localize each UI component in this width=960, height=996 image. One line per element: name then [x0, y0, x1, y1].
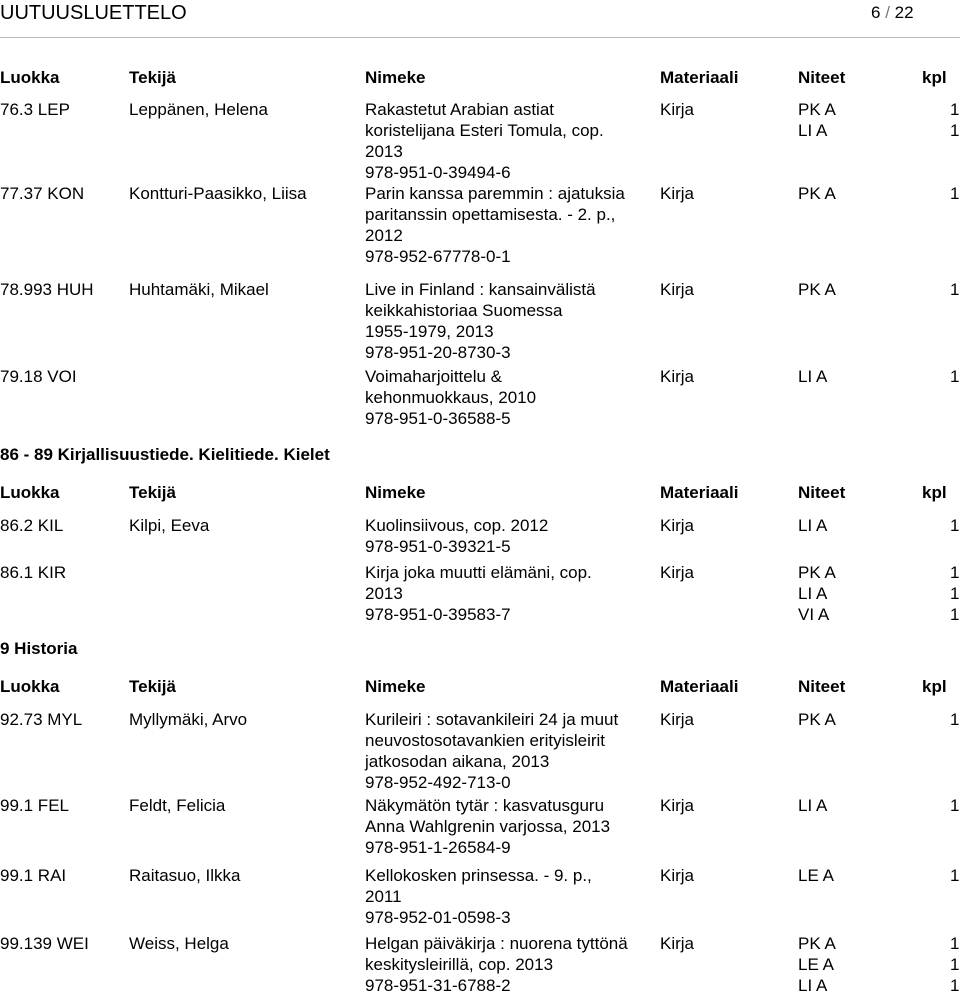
- row-nimeke-line: Helgan päiväkirja : nuorena tyttönä: [365, 934, 628, 953]
- row-nimeke-line: 978-951-0-36588-5: [365, 409, 511, 428]
- row-nimeke-line: Kellokosken prinsessa. - 9. p.,: [365, 866, 592, 885]
- row-kpl: 1: [950, 584, 960, 603]
- row-nimeke-line: 2013: [365, 584, 403, 603]
- row-nimeke-line: Rakastetut Arabian astiat: [365, 100, 555, 119]
- row-nimeke-line: 978-952-67778-0-1: [365, 247, 511, 266]
- row-nimeke-line: Kurileiri : sotavankileiri 24 ja muut: [365, 710, 619, 729]
- row-nimeke-line: kehonmuokkaus, 2010: [365, 388, 537, 407]
- row-materiaali: Kirja: [660, 280, 695, 299]
- row-materiaali: Kirja: [660, 100, 695, 119]
- header-kpl: kpl: [922, 68, 947, 87]
- row-niteet: PK A: [798, 184, 836, 203]
- row-niteet: LE A: [798, 866, 834, 885]
- row-nimeke-line: 978-951-31-6788-2: [365, 976, 511, 995]
- row-niteet: PK A: [798, 710, 836, 729]
- row-luokka: 99.139 WEI: [0, 934, 89, 953]
- row-nimeke-line: 978-951-20-8730-3: [365, 343, 511, 362]
- row-kpl: 1: [950, 710, 960, 729]
- row-kpl: 1: [950, 976, 960, 995]
- header-kpl: kpl: [922, 483, 947, 502]
- catalog-title: UUTUUSLUETTELO: [0, 2, 187, 24]
- page-current: 6: [871, 3, 881, 22]
- row-nimeke-line: keskitysleirillä, cop. 2013: [365, 955, 554, 974]
- header-nimeke: Nimeke: [365, 483, 426, 502]
- row-nimeke-line: 1955-1979, 2013: [365, 322, 494, 341]
- row-luokka: 92.73 MYL: [0, 710, 83, 729]
- row-niteet: PK A: [798, 100, 836, 119]
- section-heading: 86 - 89 Kirjallisuustiede. Kielitiede. Kielet: [0, 445, 330, 464]
- row-nimeke-line: Parin kanssa paremmin : ajatuksia: [365, 184, 625, 203]
- row-niteet: LI A: [798, 796, 828, 815]
- header-materiaali: Materiaali: [660, 677, 739, 696]
- header-niteet: Niteet: [798, 677, 846, 696]
- header-tekija: Tekijä: [129, 677, 176, 696]
- row-luokka: 86.2 KIL: [0, 516, 64, 535]
- row-niteet: LE A: [798, 955, 834, 974]
- row-tekija: Raitasuo, Ilkka: [129, 866, 241, 885]
- row-materiaali: Kirja: [660, 516, 695, 535]
- row-luokka: 99.1 RAI: [0, 866, 67, 885]
- row-kpl: 1: [950, 955, 960, 974]
- row-luokka: 78.993 HUH: [0, 280, 94, 299]
- row-kpl: 1: [950, 367, 960, 386]
- row-niteet: LI A: [798, 516, 828, 535]
- header-niteet: Niteet: [798, 483, 846, 502]
- row-nimeke-line: paritanssin opettamisesta. - 2. p.,: [365, 205, 616, 224]
- row-niteet: LI A: [798, 584, 828, 603]
- row-tekija: Kontturi-Paasikko, Liisa: [129, 184, 307, 203]
- row-kpl: 1: [950, 796, 960, 815]
- row-niteet: LI A: [798, 976, 828, 995]
- header-tekija: Tekijä: [129, 68, 176, 87]
- row-kpl: 1: [950, 605, 960, 624]
- row-materiaali: Kirja: [660, 710, 695, 729]
- row-kpl: 1: [950, 866, 960, 885]
- row-nimeke-line: Anna Wahlgrenin varjossa, 2013: [365, 817, 611, 836]
- row-nimeke-line: Kuolinsiivous, cop. 2012: [365, 516, 549, 535]
- page-total: 22: [894, 3, 914, 22]
- row-nimeke-line: keikkahistoriaa Suomessa: [365, 301, 563, 320]
- header-materiaali: Materiaali: [660, 483, 739, 502]
- row-materiaali: Kirja: [660, 367, 695, 386]
- row-nimeke-line: 978-952-492-713-0: [365, 773, 511, 792]
- row-tekija: Kilpi, Eeva: [129, 516, 210, 535]
- row-tekija: Myllymäki, Arvo: [129, 710, 248, 729]
- row-kpl: 1: [950, 934, 960, 953]
- row-nimeke-line: 2013: [365, 142, 403, 161]
- row-luokka: 86.1 KIR: [0, 563, 67, 582]
- row-tekija: Huhtamäki, Mikael: [129, 280, 269, 299]
- row-materiaali: Kirja: [660, 563, 695, 582]
- header-materiaali: Materiaali: [660, 68, 739, 87]
- row-nimeke-line: Kirja joka muutti elämäni, cop.: [365, 563, 592, 582]
- row-luokka: 79.18 VOI: [0, 367, 77, 386]
- row-niteet: LI A: [798, 367, 828, 386]
- row-niteet: LI A: [798, 121, 828, 140]
- row-materiaali: Kirja: [660, 796, 695, 815]
- title-divider: [0, 37, 960, 38]
- row-kpl: 1: [950, 121, 960, 140]
- row-nimeke-line: Näkymätön tytär : kasvatusguru: [365, 796, 605, 815]
- row-luokka: 76.3 LEP: [0, 100, 70, 119]
- row-tekija: Feldt, Felicia: [129, 796, 226, 815]
- row-niteet: VI A: [798, 605, 830, 624]
- page-number: [871, 1, 914, 25]
- header-luokka: Luokka: [0, 677, 60, 696]
- header-niteet: Niteet: [798, 68, 846, 87]
- row-kpl: 1: [950, 100, 960, 119]
- row-niteet: PK A: [798, 563, 836, 582]
- row-kpl: 1: [950, 280, 960, 299]
- row-niteet: PK A: [798, 280, 836, 299]
- row-kpl: 1: [950, 516, 960, 535]
- header-luokka: Luokka: [0, 483, 60, 502]
- header-nimeke: Nimeke: [365, 68, 426, 87]
- row-nimeke-line: 2011: [365, 887, 402, 906]
- row-niteet: PK A: [798, 934, 836, 953]
- row-luokka: 99.1 FEL: [0, 796, 69, 815]
- row-nimeke-line: 2012: [365, 226, 403, 245]
- row-kpl: 1: [950, 563, 960, 582]
- header-nimeke: Nimeke: [365, 677, 426, 696]
- page-separator: /: [885, 3, 890, 22]
- section-heading: 9 Historia: [0, 639, 78, 658]
- row-luokka: 77.37 KON: [0, 184, 85, 203]
- header-luokka: Luokka: [0, 68, 60, 87]
- row-kpl: 1: [950, 184, 960, 203]
- row-nimeke-line: Voimaharjoittelu &: [365, 367, 503, 386]
- row-tekija: Weiss, Helga: [129, 934, 229, 953]
- row-nimeke-line: neuvostosotavankien erityisleirit: [365, 731, 606, 750]
- row-tekija: Leppänen, Helena: [129, 100, 268, 119]
- row-nimeke-line: 978-951-0-39583-7: [365, 605, 511, 624]
- header-tekija: Tekijä: [129, 483, 176, 502]
- row-nimeke-line: koristelijana Esteri Tomula, cop.: [365, 121, 604, 140]
- row-materiaali: Kirja: [660, 866, 695, 885]
- row-nimeke-line: Live in Finland : kansainvälistä: [365, 280, 596, 299]
- header-kpl: kpl: [922, 677, 947, 696]
- row-nimeke-line: 978-951-0-39321-5: [365, 537, 511, 556]
- row-nimeke-line: jatkosodan aikana, 2013: [365, 752, 550, 771]
- row-nimeke-line: 978-951-1-26584-9: [365, 838, 511, 857]
- row-materiaali: Kirja: [660, 934, 695, 953]
- row-nimeke-line: 978-951-0-39494-6: [365, 163, 511, 182]
- row-nimeke-line: 978-952-01-0598-3: [365, 908, 511, 927]
- row-materiaali: Kirja: [660, 184, 695, 203]
